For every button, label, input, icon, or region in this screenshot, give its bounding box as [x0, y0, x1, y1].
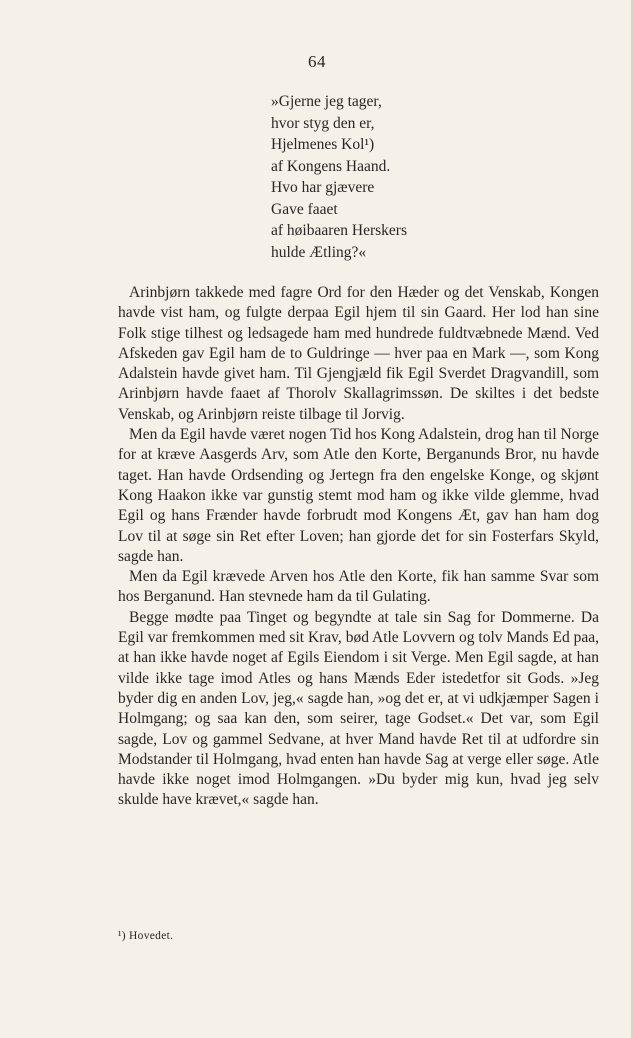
verse-line: »Gjerne jeg tager, — [271, 93, 382, 110]
footnote: ¹) Hovedet. — [118, 930, 174, 942]
paragraph: Men da Egil krævede Arven hos Atle den Korte, fik han samme Svar som hos Berganund. Han stevnede ham da til Gulating. — [118, 568, 599, 606]
verse-line: Hjelmenes Kol¹) — [271, 136, 375, 153]
verse-line: Hvo har gjævere — [271, 179, 375, 196]
verse-line: hvor styg den er, — [271, 114, 375, 132]
verse-line: af Kongens Haand. — [271, 157, 391, 175]
paragraph: Begge mødte paa Tinget og begyndte at tale sin Sag for Dommerne. Da Egil var fremkommen med sit Krav, bød Atle Lovvern og tolv Mands Ed paa, at han ikke havde noget af Egils Eiendom i sit Verge. Men Egil sagde, at han vilde ikke tage imod Atles og hans Mænds Eder istedetfor sit Gods. »Jeg byder dig en anden Lov, jeg,« sagde han, »og det er, at vi udkjæmper Sagen i Holmgang; og saa kan den, som seirer, tage Godset.« Det var, som Egil sagde, Lov og gammel Sedvane, at hver Mand havde Ret til at udfordre sin Modstander til Holmgang, hvad enten han havde Sag at verge eller søge. Atle havde ikke noget imod Holmgangen. »Du byder mig kun, hvad jeg selv skulde have krævet,« sagde han. — [118, 608, 599, 809]
paragraph: Men da Egil havde været nogen Tid hos Kong Adalstein, drog han til Norge for at kræve Aasgerds Arv, som Atle den Korte, Berganunds Bror, nu havde taget. Han havde Ordsending og Jertegn fra den engelske Konge, og skjønt Kong Haakon ikke var gunstig stemt mod ham og ikke vilde glemme, hvad Egil og hans Frænder havde forbrudt mod Kongens Æt, gav han ham dog Lov til at søge sin Ret efter Loven; han gjorde det for sin Fosterfars Skyld, sagde han. — [118, 426, 599, 565]
page-number: 64 — [308, 52, 326, 71]
verse-stanza — [271, 91, 407, 263]
paragraph: Arinbjørn takkede med fagre Ord for den Hæder og det Venskab, Kongen havde vist ham, og fulgte derpaa Egil hjem til sin Gaard. Her lod han sine Folk stige tilhest og ledsagede ham med hundrede fuldtvæbnede Mænd. Ved Afskeden gav Egil ham de to Guldringe — hver paa en Mark —, som Kong Adalstein havde givet ham. Til Gjengjæld fik Egil Sverdet Dragvandill, som Arinbjørn havde faaet af Thorolv Skallagrimssøn. De skiltes i det bedste Venskab, og Arinbjørn reiste tilbage til Jorvig. — [118, 284, 599, 423]
verse-line: Gave faaet — [271, 200, 338, 218]
body-text — [118, 283, 599, 811]
verse-line: hulde Ætling?« — [271, 243, 367, 261]
verse-line: af høibaaren Herskers — [271, 222, 407, 239]
